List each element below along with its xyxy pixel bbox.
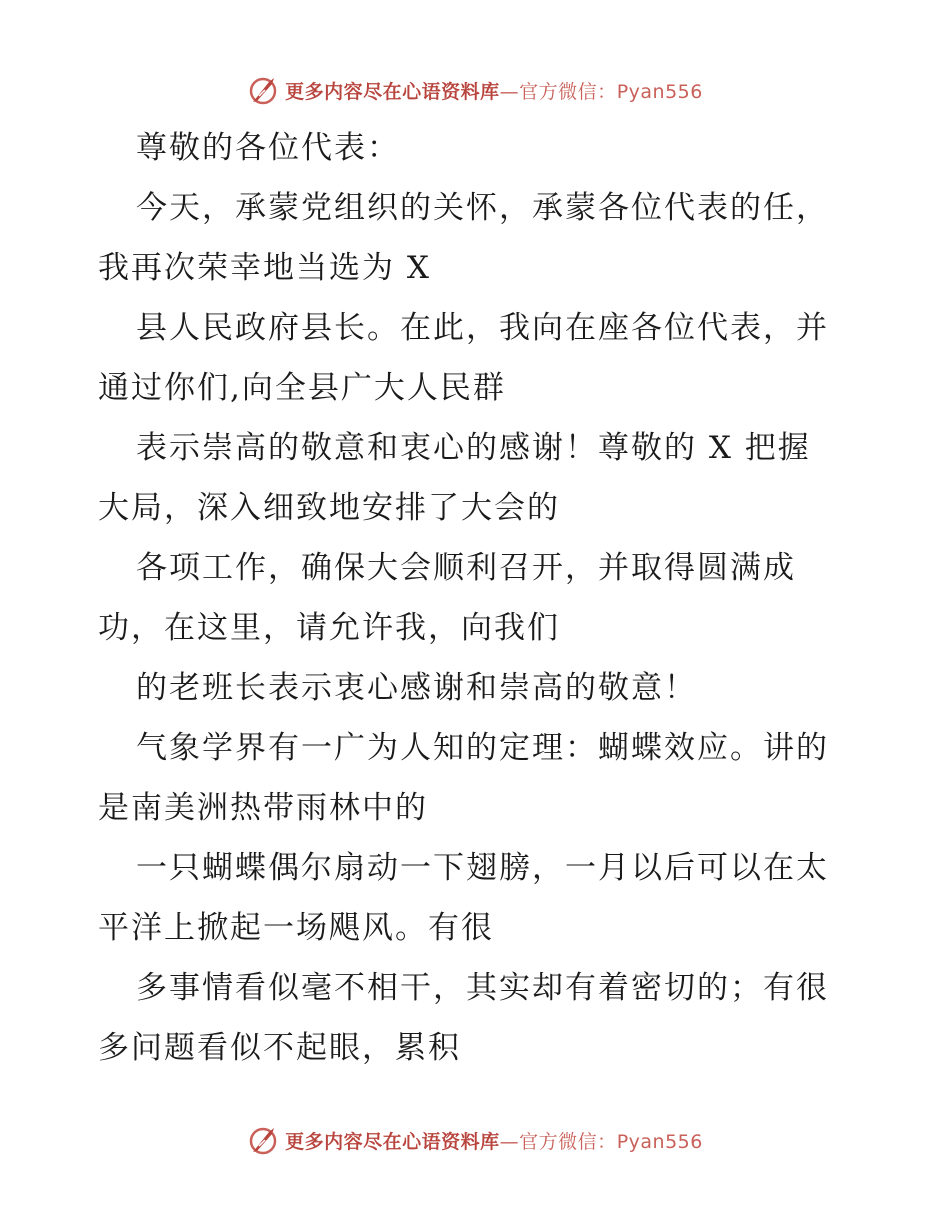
paragraph [98,118,858,178]
paragraph [98,958,858,1078]
watermark-wechat-id: Pyan556 [616,80,703,103]
paragraph-line: 是南美洲热带雨林中的 [98,790,428,826]
paragraph [98,718,858,838]
watermark-text [285,1127,703,1154]
watermark-official-label: 官方微信： [519,1130,617,1153]
paragraph-line: 尊敬的各位代表： [136,130,400,166]
paragraph-line: 一只蝴蝶偶尔扇动一下翅膀，一月以后可以在太 [136,850,829,886]
quill-pen-icon [247,1124,279,1156]
paragraph [98,418,858,538]
paragraph-line: 县人民政府县长。在此，我向在座各位代表，并 [136,310,829,346]
header-watermark [0,70,950,110]
paragraph-line: 大局，深入细致地安排了大会的 [98,490,560,526]
paragraph-line: 平洋上掀起一场飓风。有很 [98,910,494,946]
watermark-brand: 更多内容尽在心语资料库 [285,80,500,103]
paragraph-line: 气象学界有一广为人知的定理：蝴蝶效应。讲的 [136,730,829,766]
paragraph [98,298,858,418]
watermark-wechat-id: Pyan556 [616,1130,703,1153]
paragraph-line: 表示崇高的敬意和衷心的感谢！尊敬的 X 把握 [136,430,811,466]
watermark-text [285,77,703,104]
paragraph-line: 各项工作，确保大会顺利召开，并取得圆满成 [136,550,796,586]
quill-pen-icon [247,74,279,106]
paragraph-line: 多事情看似毫不相干，其实却有着密切的；有很 [136,970,829,1006]
watermark-brand: 更多内容尽在心语资料库 [285,1130,500,1153]
watermark-official-label: 官方微信： [519,80,617,103]
paragraph-line: 今天，承蒙党组织的关怀，承蒙各位代表的任， [136,190,829,226]
paragraph-line: 我再次荣幸地当选为 X [98,250,431,286]
paragraph [98,178,858,298]
paragraph-line: 的老班长表示衷心感谢和崇高的敬意！ [136,670,697,706]
watermark-separator: — [499,80,520,103]
watermark-separator: — [499,1130,520,1153]
paragraph [98,538,858,658]
paragraph [98,838,858,958]
document-body [98,118,858,1078]
paragraph-line: 功，在这里，请允许我，向我们 [98,610,560,646]
paragraph [98,658,858,718]
paragraph-line: 多问题看似不起眼，累积 [98,1030,461,1066]
footer-watermark [0,1120,950,1160]
paragraph-line: 通过你们,向全县广大人民群 [98,370,506,406]
